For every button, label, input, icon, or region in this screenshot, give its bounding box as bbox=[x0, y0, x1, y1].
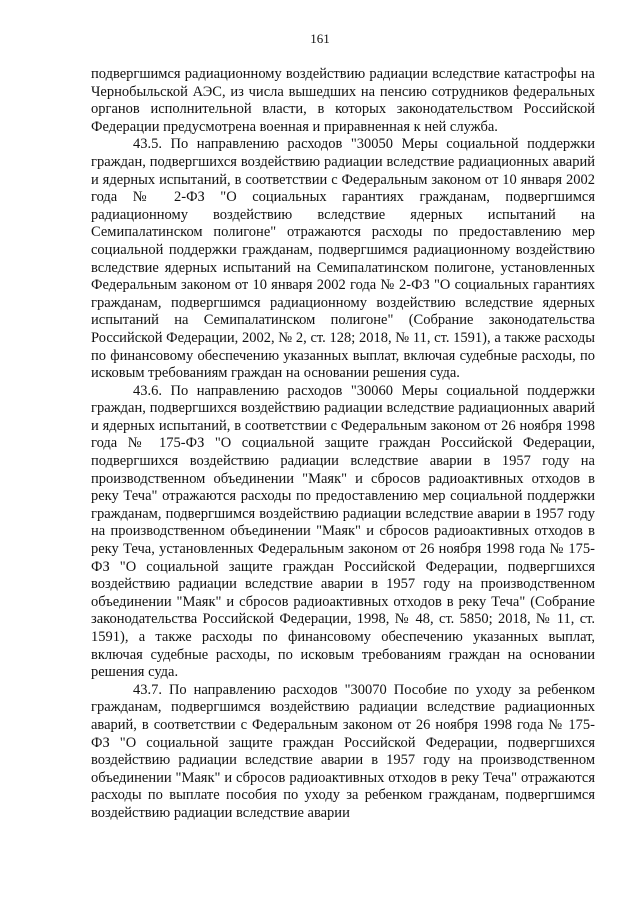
document-body bbox=[91, 66, 595, 823]
page-number: 161 bbox=[310, 31, 330, 46]
paragraph-43-5: 43.5. По направлению расходов "30050 Меры социальной поддержки граждан, подвергшихся воздействию радиации вследствие радиационных аварий и ядерных испытаний, в соответствии с Федеральным законом от 10 января 2002 года № 2-ФЗ "О социальных гарантиях гражданам, подвергшимся радиационному воздействию вследствие ядерных испытаний на Семипалатинском полигоне" отражаются расходы по предоставлению мер социальной поддержки гражданам, подвергшимся радиационному воздействию вследствие ядерных испытаний на Семипалатинском полигоне, установленных Федеральным законом от 10 января 2002 года № 2-ФЗ "О социальных гарантиях гражданам, подвергшимся радиационному воздействию вследствие ядерных испытаний на Семипалатинском полигоне" (Собрание законодательства Российской Федерации, 2002, № 2, ст. 128; 2018, № 11, ст. 1591), а также расходы по финансовому обеспечению указанных выплат, включая судебные расходы, по исковым требованиям граждан на основании решения суда. bbox=[91, 136, 595, 382]
paragraph-43-6: 43.6. По направлению расходов "30060 Меры социальной поддержки граждан, подвергшихся воздействию радиации вследствие радиационных аварий и ядерных испытаний, в соответствии с Федеральным законом от 26 ноября 1998 года № 175-ФЗ "О социальной защите граждан Российской Федерации, подвергшихся воздействию радиации вследствие аварии в 1957 году на производственном объединении "Маяк" и сбросов радиоактивных отходов в реку Теча" отражаются расходы по предоставлению мер социальной поддержки гражданам, подвергшимся воздействию радиации вследствие аварии в 1957 году на производственном объединении "Маяк" и сбросов радиоактивных отходов в реку Теча, установленных Федеральным законом от 26 ноября 1998 года № 175-ФЗ "О социальной защите граждан Российской Федерации, подвергшихся воздействию радиации вследствие аварии в 1957 году на производственном объединении "Маяк" и сбросов радиоактивных отходов в реку Теча" (Собрание законодательства Российской Федерации, 1998, № 48, ст. 5850; 2018, № 11, ст. 1591), а также расходы по финансовому обеспечению указанных выплат, включая судебные расходы, по исковым требованиям граждан на основании решения суда. bbox=[91, 382, 595, 681]
paragraph-43-7: 43.7. По направлению расходов "30070 Пособие по уходу за ребенком гражданам, подвергшимся воздействию радиации вследствие радиационных аварий, в соответствии с Федеральным законом от 26 ноября 1998 года № 175-ФЗ "О социальной защите граждан Российской Федерации, подвергшихся воздействию радиации вследствие аварии в 1957 году на производственном объединении "Маяк" и сбросов радиоактивных отходов в реку Теча" отражаются расходы по выплате пособия по уходу за ребенком гражданам, подвергшимся воздействию радиации вследствие аварии bbox=[91, 681, 595, 821]
paragraph-continuation: подвергшимся радиационному воздействию радиации вследствие катастрофы на Чернобыльской АЭС, из числа вышедших на пенсию сотрудников федеральных органов исполнительной власти, в которых законодательством Российской Федерации предусмотрена военная и приравненная к ней служба. bbox=[91, 66, 595, 135]
